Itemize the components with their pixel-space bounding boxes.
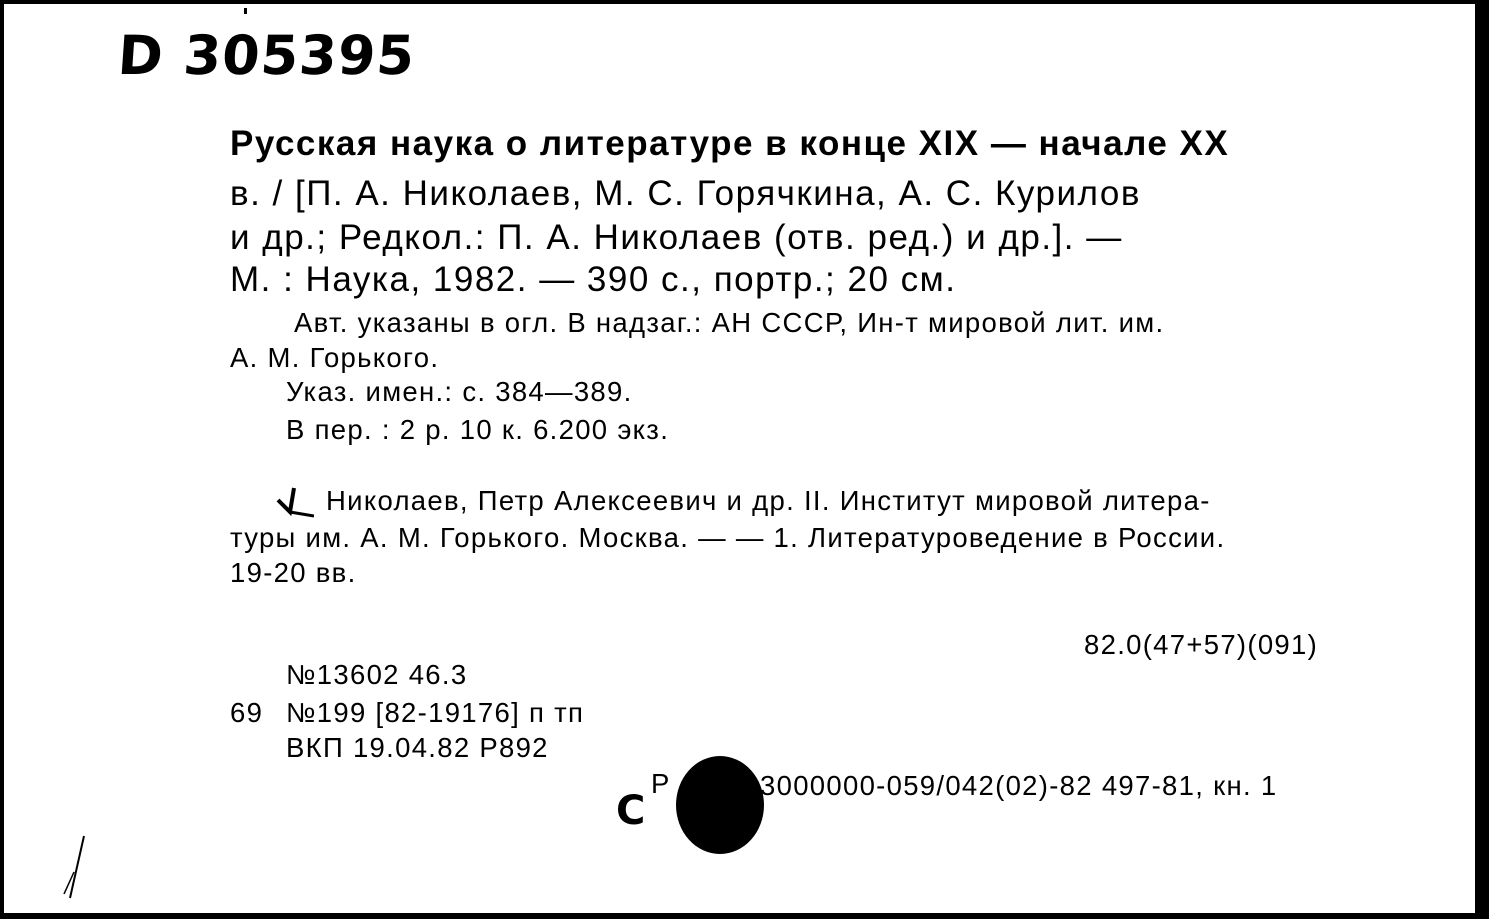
title-line-4: М. : Наука, 1982. — 390 с., портр.; 20 см. [230,260,957,299]
footer-letter-p: Р [651,768,670,799]
inventory-number: D 305395 [115,24,418,87]
print-speck [244,8,247,14]
subject-line-2: туры им. А. М. Горького. Москва. — — 1. Литературоведение в России. [230,522,1226,553]
note-authors-line-1: Авт. указаны в огл. В надзаг.: АН СССР, Ин-т мировой лит. им. [294,307,1165,338]
title-line-2: в. / [П. А. Николаев, М. С. Горячкина, А. С. Курилов [230,174,1141,213]
title-line-3: и др.; Редкол.: П. А. Николаев (отв. ред.) и др.]. — [230,218,1123,257]
record-vkp: ВКП 19.04.82 Р892 [286,732,549,763]
tick-mark-icon [274,482,314,522]
footer-letter-c: С [616,788,646,834]
record-code: №199 [82-19176] п тп [286,697,585,728]
ink-blot-mark [676,756,764,854]
note-price: В пер. : 2 р. 10 к. 6.200 экз. [286,414,670,445]
subject-line-3: 19-20 вв. [230,557,357,588]
title-line-1: Русская наука о литературе в конце XIX — начале XX [230,124,1230,163]
footer-code: 3000000-059/042(02)-82 497-81, кн. 1 [760,770,1278,801]
record-number: №13602 46.3 [286,659,468,690]
note-authors-line-2: А. М. Горького. [230,342,440,373]
record-code-prefix: 69 [230,697,264,728]
subject-line-1: Николаев, Петр Алексеевич и др. II. Институт мировой литера- [326,485,1211,516]
pencil-stroke-mark [56,832,96,902]
classification-code: 82.0(47+57)(091) [1084,629,1319,660]
note-index: Указ. имен.: с. 384—389. [286,376,633,407]
